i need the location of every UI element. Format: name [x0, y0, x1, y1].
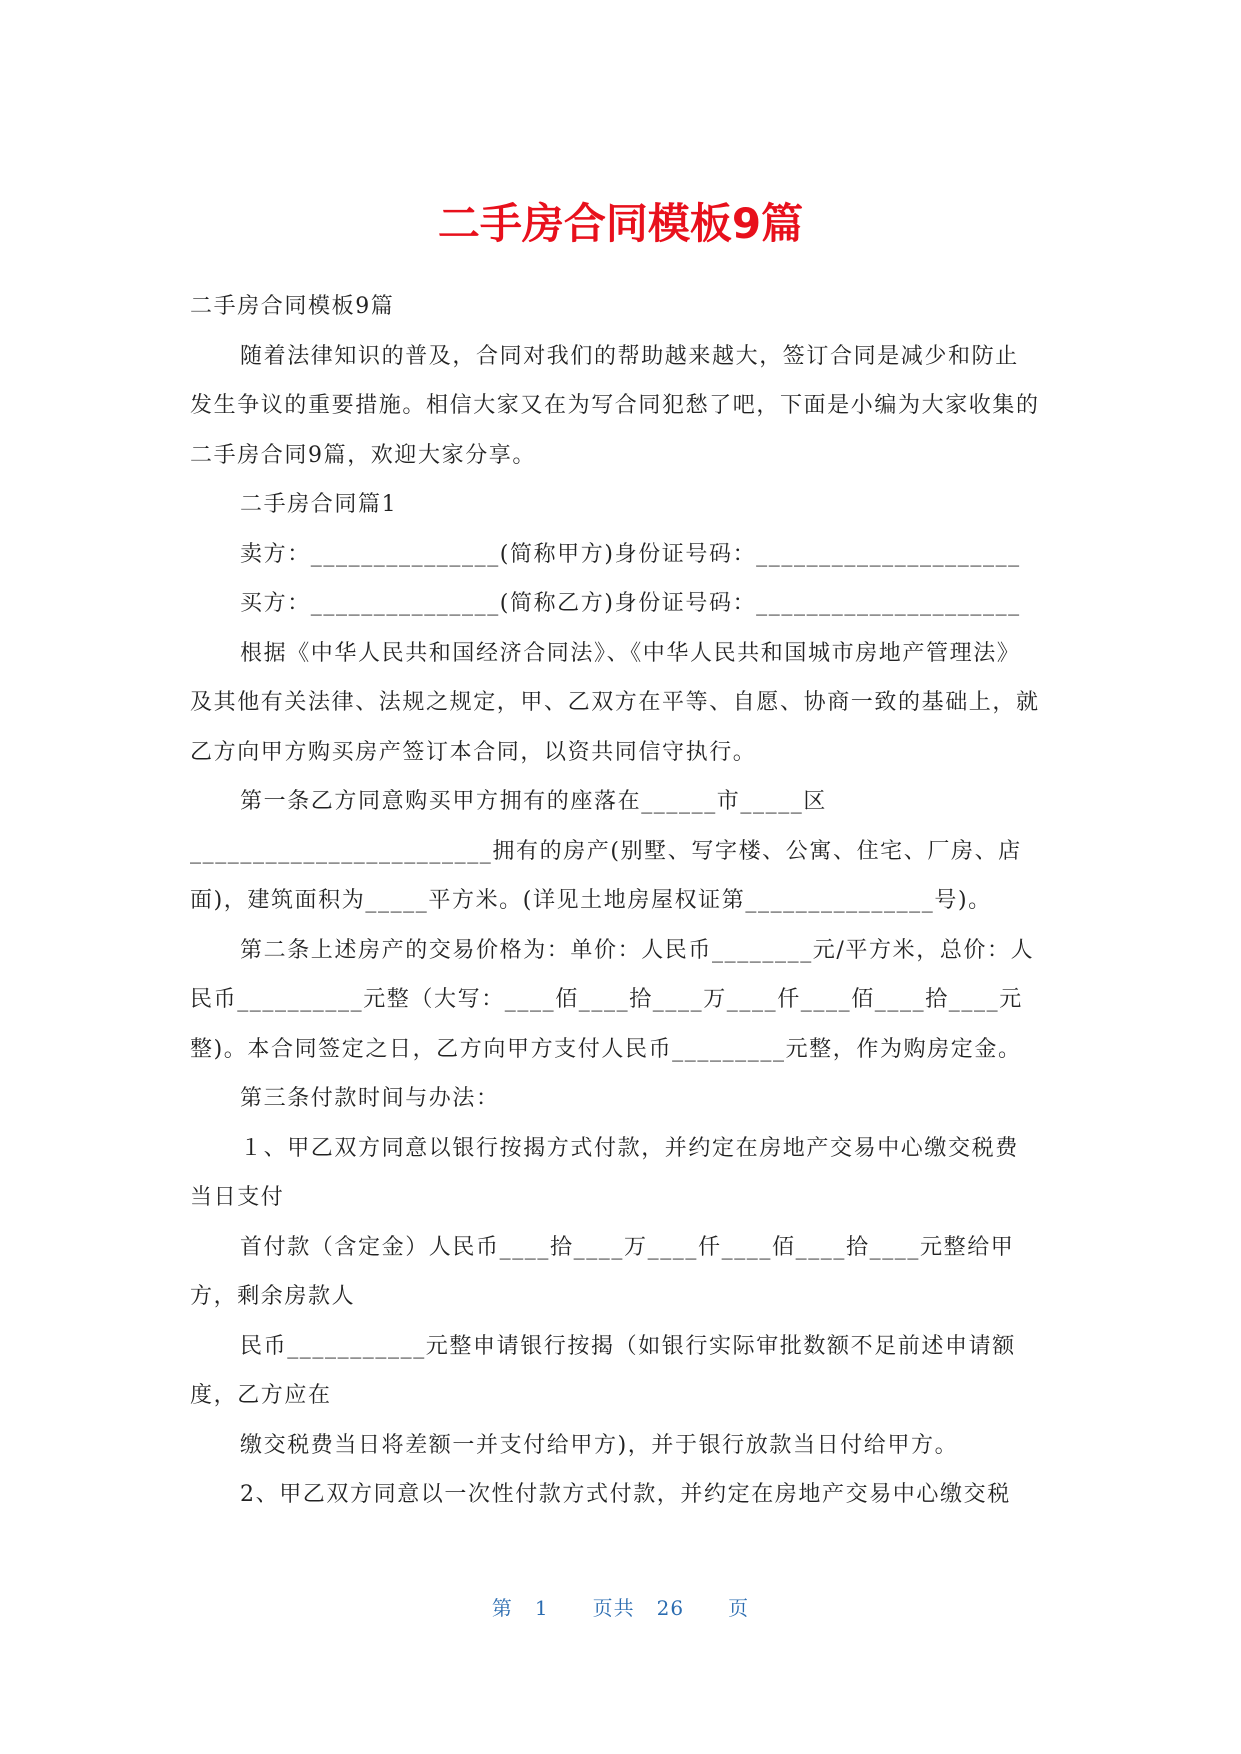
page-label-middle: 页共 — [592, 1596, 635, 1620]
page-label-prefix: 第 — [491, 1596, 513, 1620]
seller-line: 卖方：_______________(简称甲方)身份证号码：_____________________ — [240, 541, 1021, 567]
document-body — [190, 282, 1042, 1520]
intro-paragraph: 随着法律知识的普及，合同对我们的帮助越来越大，签订合同是减少和防止发生争议的重要措施。相信大家又在为写合同犯愁了吧，下面是小编为大家收集的二手房合同9篇，欢迎大家分享。 — [190, 343, 1040, 468]
payment-clause-2: 2、甲乙双方同意以一次性付款方式付款，并约定在房地产交易中心缴交税 — [240, 1482, 1011, 1507]
buyer-line: 买方：_______________(简称乙方)身份证号码：_____________________ — [240, 591, 1021, 616]
down-payment-paragraph: 首付款（含定金）人民币____拾____万____仟____佰____拾____元整给甲方，剩余房款人 — [190, 1234, 1015, 1309]
article-2-paragraph: 第二条上述房产的交易价格为：单价：人民币________元/平方米，总价：人民币__________元整（大写：____佰____拾____万____仟____佰____拾____元整)。本合同签定之日，乙方向甲方支付人民币_________元整，作为购房定金。 — [190, 937, 1035, 1062]
page-label-suffix: 页 — [728, 1596, 750, 1620]
document-subtitle: 二手房合同模板9篇 — [190, 294, 395, 319]
page-title: 二手房合同模板9篇 — [437, 199, 804, 248]
page-footer — [0, 1592, 1241, 1621]
article-1-paragraph: 第一条乙方同意购买甲方拥有的座落在______市_____区________________________拥有的房产(别墅、写字楼、公寓、住宅、厂房、店面)，建筑面积为_____平方米。(详见土地房屋权证第_______________号)。 — [190, 789, 1022, 913]
section-heading: 二手房合同篇1 — [240, 492, 398, 517]
current-page-number: 1 — [534, 1596, 549, 1620]
mortgage-paragraph: 民币___________元整申请银行按揭（如银行实际审批数额不足前述申请额度，乙方应在 — [190, 1333, 1016, 1408]
article-3-heading: 第三条付款时间与办法： — [240, 1086, 500, 1111]
legal-basis-paragraph: 根据《中华人民共和国经济合同法》、《中华人民共和国城市房地产管理法》及其他有关法律、法规之规定，甲、乙双方在平等、自愿、协商一致的基础上，就乙方向甲方购买房产签订本合同，以资共同信守执行。 — [190, 640, 1040, 765]
total-pages-number: 26 — [656, 1596, 685, 1620]
payment-clause-1: １、甲乙双方同意以银行按揭方式付款，并约定在房地产交易中心缴交税费当日支付 — [190, 1135, 1019, 1210]
tax-payment-paragraph: 缴交税费当日将差额一并支付给甲方)，并于银行放款当日付给甲方。 — [240, 1432, 959, 1458]
